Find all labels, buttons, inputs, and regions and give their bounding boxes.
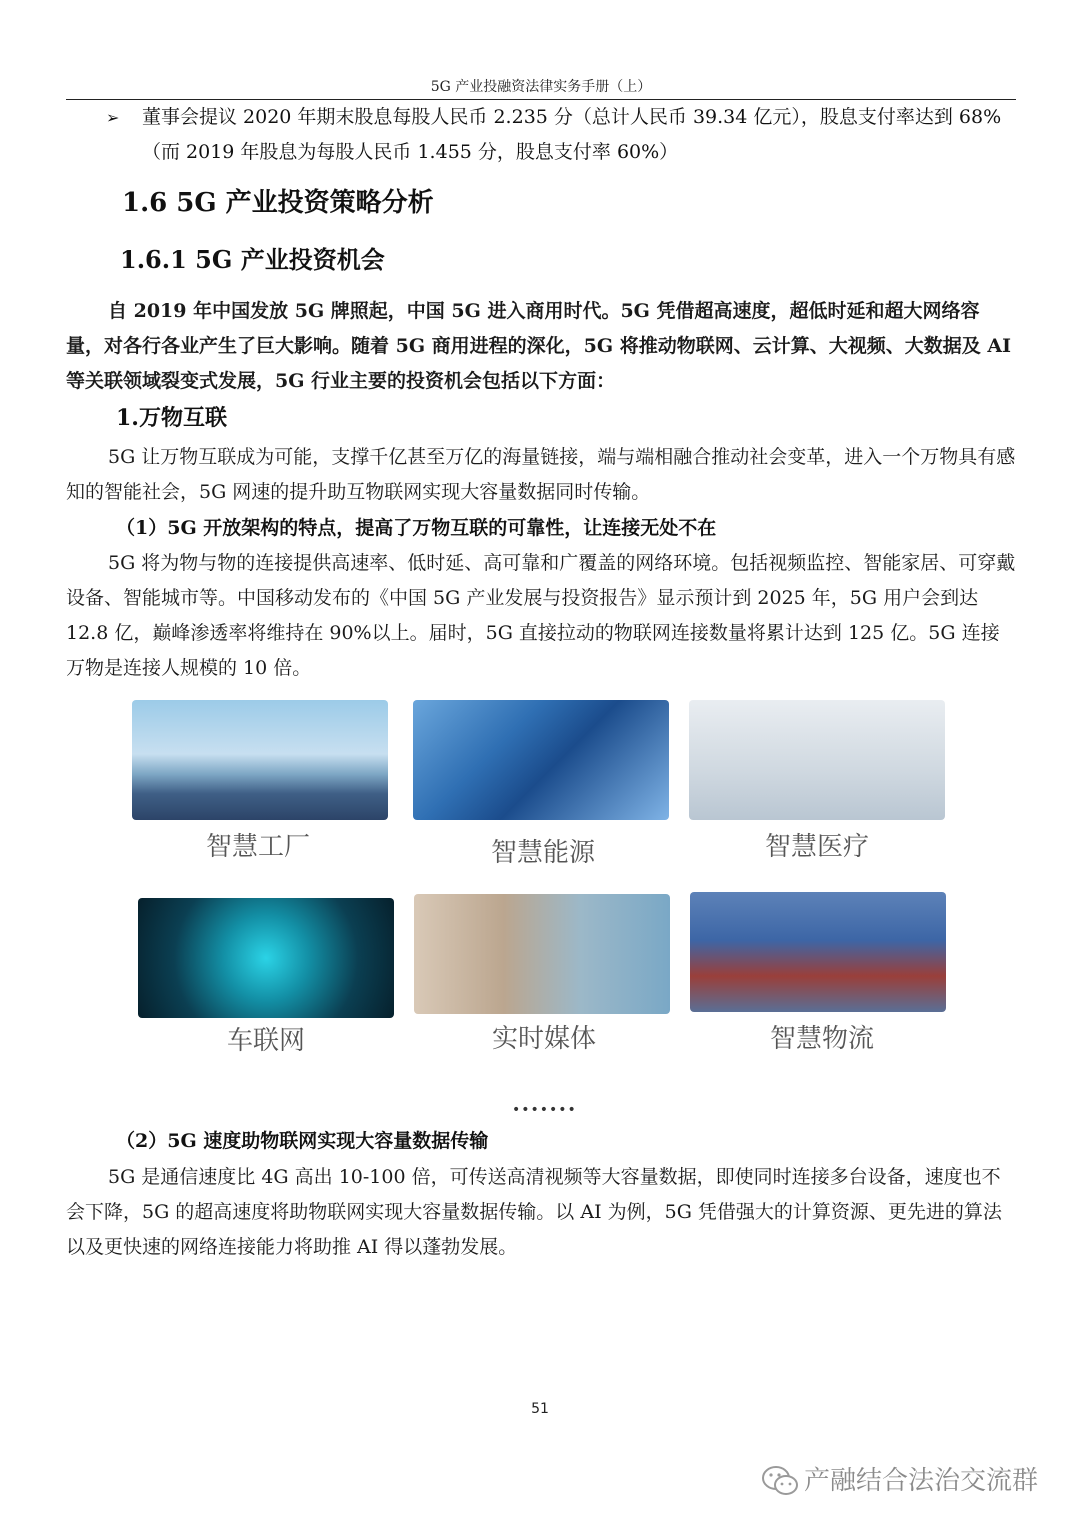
section-heading-1-6-1: 1.6.1 5G 产业投资机会 xyxy=(120,245,385,274)
caption-smart-energy: 智慧能源 xyxy=(490,838,595,868)
bullet-text: 董事会提议 2020 年期末股息每股人民币 2.235 分（总计人民币 39.34 亿元），股息支付率达到 68%（而 2019 年股息为每股人民币 1.455 分，股息支付率 60%） xyxy=(142,106,1002,163)
5g-applications-figure xyxy=(128,688,956,1120)
subheading-iot: 1.万物互联 xyxy=(116,405,227,431)
smart-energy-image xyxy=(413,700,669,820)
caption-smart-logistics: 智慧物流 xyxy=(769,1024,874,1054)
wechat-icon xyxy=(760,1463,800,1499)
caption-connected-car: 车联网 xyxy=(226,1026,305,1056)
smart-logistics-image xyxy=(690,892,946,1012)
intro-paragraph: 自 2019 年中国发放 5G 牌照起，中国 5G 进入商用时代。5G 凭借超高速度，超低时延和超大网络容量，对各行各业产生了巨大影响。随着 5G 商用进程的深化，5G 将推动物联网、云计算、大视频、大数据及 AI 等关联领域裂变式发展，5G 行业主要的投资机会包括以下方面： xyxy=(66,300,1011,392)
watermark-text: 产融结合法治交流群 xyxy=(804,1466,1039,1496)
bullet-arrow-icon: ➢ xyxy=(106,108,120,127)
caption-real-time-media: 实时媒体 xyxy=(491,1024,596,1054)
open-architecture-paragraph: 5G 将为物与物的连接提供高速率、低时延、高可靠和广覆盖的网络环境。包括视频监控、智能家居、可穿戴设备、智能城市等。中国移动发布的《中国 5G 产业发展与投资报告》显示预计到 2025 年，5G 用户会到达 12.8 亿，巅峰渗透率将维持在 90%以上。届时，5G 直接拉动的物联网连接数量将累计达到 125 亿。5G 连接万物是连接人规模的 10 倍。 xyxy=(66,552,1016,679)
speed-paragraph: 5G 是通信速度比 4G 高出 10-100 倍，可传送高清视频等大容量数据，即使同时连接多台设备，速度也不会下降，5G 的超高速度将助物联网实现大容量数据传输。以 AI 为例，5G 凭借强大的计算资源、更先进的算法以及更快速的网络连接能力将助推 AI 得以蓬勃发展。 xyxy=(66,1166,1002,1258)
wechat-watermark xyxy=(760,1461,1060,1501)
page-number: 51 xyxy=(531,1401,549,1417)
real-time-media-image xyxy=(414,894,670,1014)
subheading-speed: （2）5G 速度助物联网实现大容量数据传输 xyxy=(116,1130,489,1152)
figure-pagination-dots: ••••••• xyxy=(512,1102,577,1118)
running-header: 5G 产业投融资法律实务手册（上） xyxy=(430,79,652,95)
smart-medical-image xyxy=(689,700,945,820)
smart-factory-image xyxy=(132,700,388,820)
caption-smart-medical: 智慧医疗 xyxy=(764,832,869,862)
section-heading-1-6: 1.6 5G 产业投资策略分析 xyxy=(122,188,434,218)
caption-smart-factory: 智慧工厂 xyxy=(205,832,310,862)
subheading-open-architecture: （1）5G 开放架构的特点，提高了万物互联的可靠性，让连接无处不在 xyxy=(116,517,717,539)
connected-car-image xyxy=(138,898,394,1018)
iot-paragraph: 5G 让万物互联成为可能，支撑千亿甚至万亿的海量链接，端与端相融合推动社会变革，进入一个万物具有感知的智能社会，5G 网速的提升助互物联网实现大容量数据同时传输。 xyxy=(66,446,1016,503)
